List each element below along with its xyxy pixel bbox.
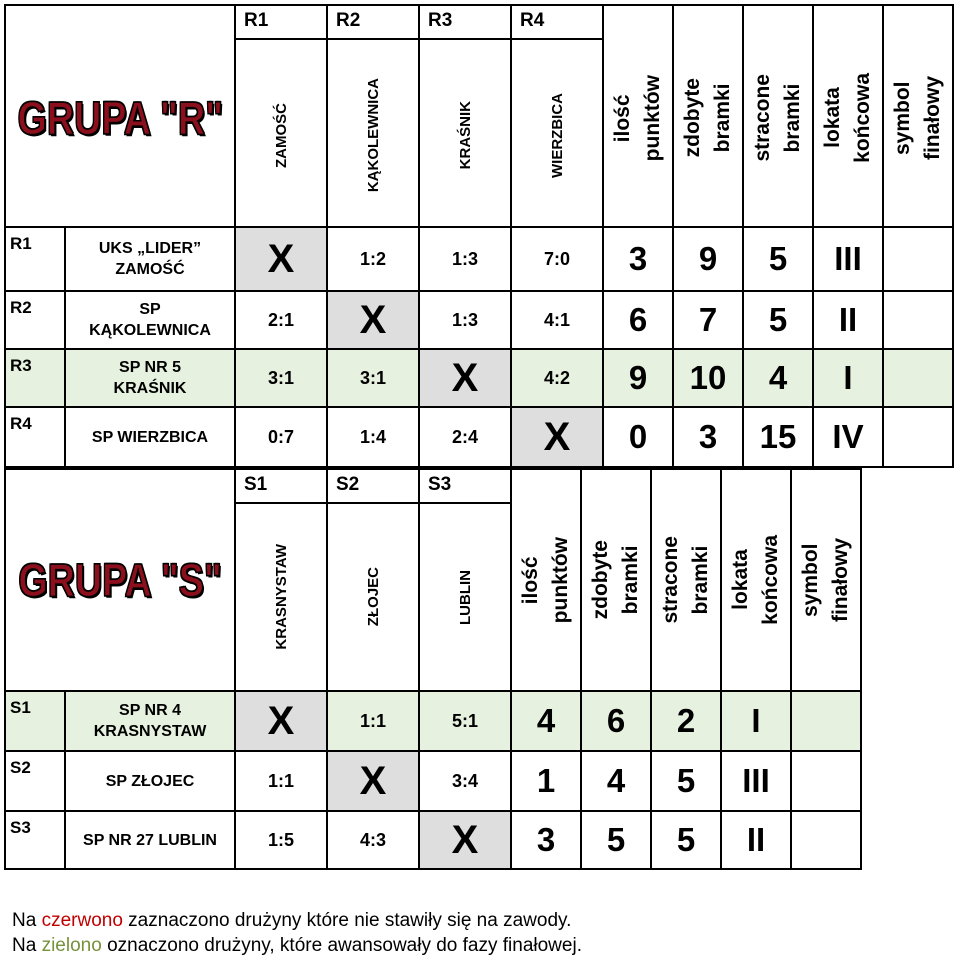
group-s-points-cell: 4 [510,690,582,752]
group-s-lost-cell: 5 [650,810,722,870]
group-r-row-code: R2 [4,290,66,350]
group-r-stat-header-1 [602,4,674,232]
group-s-score-cell: 5:1 [418,690,512,752]
group-r-col-team-1 [234,38,328,232]
group-r-score-cell: 4:2 [510,348,604,408]
group-r-team-name: UKS „LIDER” ZAMOŚĆ [64,226,236,292]
group-s-symbol-cell [790,810,862,870]
group-r-diagonal-cell: X [510,406,604,468]
group-r-points-cell: 0 [602,406,674,468]
group-s-stat-header-label: stracone bramki [659,536,712,624]
group-r-stat-header-3 [742,4,814,232]
group-r-lost-cell: 5 [742,226,814,292]
group-s-scored-cell: 5 [580,810,652,870]
group-s-lost-cell: 5 [650,750,722,812]
group-s-row-code: S2 [4,750,66,812]
group-r-row-code: R1 [4,226,66,292]
group-r-score-cell: 3:1 [326,348,420,408]
group-r-col-team-label: WIERZBICA [548,92,566,178]
group-r-col-team-4 [510,38,604,232]
group-r-score-cell: 7:0 [510,226,604,292]
group-r-col-code-4: R4 [510,4,604,40]
group-s-stat-header-2 [580,468,652,692]
group-r-scored-cell: 10 [672,348,744,408]
group-r-lost-cell: 5 [742,290,814,350]
group-s-symbol-cell [790,690,862,752]
group-r-stat-header-label: symbol finałowy [891,75,944,160]
group-r-col-code-3: R3 [418,4,512,40]
group-r-stat-header-4 [812,4,884,232]
group-s-col-code-2: S2 [326,468,420,504]
group-r-col-team-3 [418,38,512,232]
group-r-col-team-label: KĄKOLEWNICA [364,77,382,193]
group-s-diagonal-cell: X [326,750,420,812]
group-r-score-cell: 2:4 [418,406,512,468]
group-s-title [4,468,236,692]
legend-green-word: zielono [41,935,102,956]
legend-red-word: czerwono [41,910,123,931]
group-r-lost-cell: 4 [742,348,814,408]
group-s-diagonal-cell: X [418,810,512,870]
group-s-score-cell: 4:3 [326,810,420,870]
group-r-diagonal-cell: X [234,226,328,292]
group-r-points-cell: 3 [602,226,674,292]
group-r-diagonal-cell: X [418,348,512,408]
group-r-row-code: R4 [4,406,66,468]
group-r-logo: GRUPA "R" [17,92,223,144]
group-s-score-cell: 1:5 [234,810,328,870]
group-r-col-team-2 [326,38,420,232]
group-s-logo: GRUPA "S" [18,554,222,606]
group-r-symbol-cell [882,406,954,468]
group-r-score-cell: 1:2 [326,226,420,292]
group-r-score-cell: 1:3 [418,226,512,292]
group-s-col-team-2 [326,502,420,692]
group-r-lost-cell: 15 [742,406,814,468]
group-s-place-cell: II [720,810,792,870]
group-s-stat-header-label: symbol finałowy [799,537,852,622]
group-s-col-code-3: S3 [418,468,512,504]
group-r-stat-header-label: lokata końcowa [821,73,874,163]
group-r-team-name: SP WIERZBICA [64,406,236,468]
group-s-stat-header-label: ilość punktów [519,536,572,624]
group-s-diagonal-cell: X [234,690,328,752]
group-s-score-cell: 1:1 [234,750,328,812]
group-r-stat-header-label: zdobyte bramki [681,78,734,158]
group-s-place-cell: III [720,750,792,812]
group-s-col-team-label: KRASNYSTAW [272,544,290,650]
group-s-symbol-cell [790,750,862,812]
group-r-team-name: SP KĄKOLEWNICA [64,290,236,350]
group-r-place-cell: II [812,290,884,350]
group-s-col-team-1 [234,502,328,692]
group-r-score-cell: 1:4 [326,406,420,468]
group-r-team-name: SP NR 5 KRAŚNIK [64,348,236,408]
group-s-col-code-1: S1 [234,468,328,504]
group-s-stat-header-4 [720,468,792,692]
group-r-score-cell: 4:1 [510,290,604,350]
group-s-row-code: S3 [4,810,66,870]
group-r-col-code-2: R2 [326,4,420,40]
group-s-stat-header-label: zdobyte bramki [589,540,642,620]
group-s-stat-header-label: lokata końcowa [729,535,782,625]
group-r-points-cell: 6 [602,290,674,350]
group-s-row-code: S1 [4,690,66,752]
group-s-stat-header-1 [510,468,582,692]
group-s-col-team-label: LUBLIN [456,569,474,625]
group-r-place-cell: I [812,348,884,408]
group-r-symbol-cell [882,290,954,350]
group-r-col-team-label: KRAŚNIK [456,100,474,170]
legend-line-red: Na czerwono zaznaczono drużyny które nie stawiły się na zawody. [12,910,572,931]
group-r-col-code-1: R1 [234,4,328,40]
group-r-score-cell: 2:1 [234,290,328,350]
group-s-points-cell: 1 [510,750,582,812]
group-s-team-name: SP NR 4 KRASNYSTAW [64,690,236,752]
legend-line-green: Na zielono oznaczono drużyny, które awansowały do fazy finałowej. [12,935,582,956]
group-s-team-name: SP NR 27 LUBLIN [64,810,236,870]
group-r-score-cell: 3:1 [234,348,328,408]
group-r-symbol-cell [882,226,954,292]
group-r-points-cell: 9 [602,348,674,408]
group-r-score-cell: 1:3 [418,290,512,350]
group-r-title [4,4,236,232]
group-r-symbol-cell [882,348,954,408]
group-s-place-cell: I [720,690,792,752]
group-r-scored-cell: 7 [672,290,744,350]
group-r-row-code: R3 [4,348,66,408]
group-r-scored-cell: 9 [672,226,744,292]
group-r-diagonal-cell: X [326,290,420,350]
group-s-scored-cell: 4 [580,750,652,812]
group-s-points-cell: 3 [510,810,582,870]
group-s-score-cell: 1:1 [326,690,420,752]
group-r-stat-header-2 [672,4,744,232]
group-s-stat-header-3 [650,468,722,692]
group-s-col-team-3 [418,502,512,692]
group-s-col-team-label: ZŁOJEC [364,567,382,627]
group-s-lost-cell: 2 [650,690,722,752]
group-r-scored-cell: 3 [672,406,744,468]
group-s-stat-header-5 [790,468,862,692]
group-r-stat-header-label: stracone bramki [751,74,804,162]
group-r-col-team-label: ZAMOŚĆ [272,102,290,168]
group-r-stat-header-label: ilość punktów [611,74,664,162]
group-s-team-name: SP ZŁOJEC [64,750,236,812]
group-r-place-cell: IV [812,406,884,468]
group-r-place-cell: III [812,226,884,292]
group-s-score-cell: 3:4 [418,750,512,812]
group-r-stat-header-5 [882,4,954,232]
group-s-scored-cell: 6 [580,690,652,752]
group-r-score-cell: 0:7 [234,406,328,468]
